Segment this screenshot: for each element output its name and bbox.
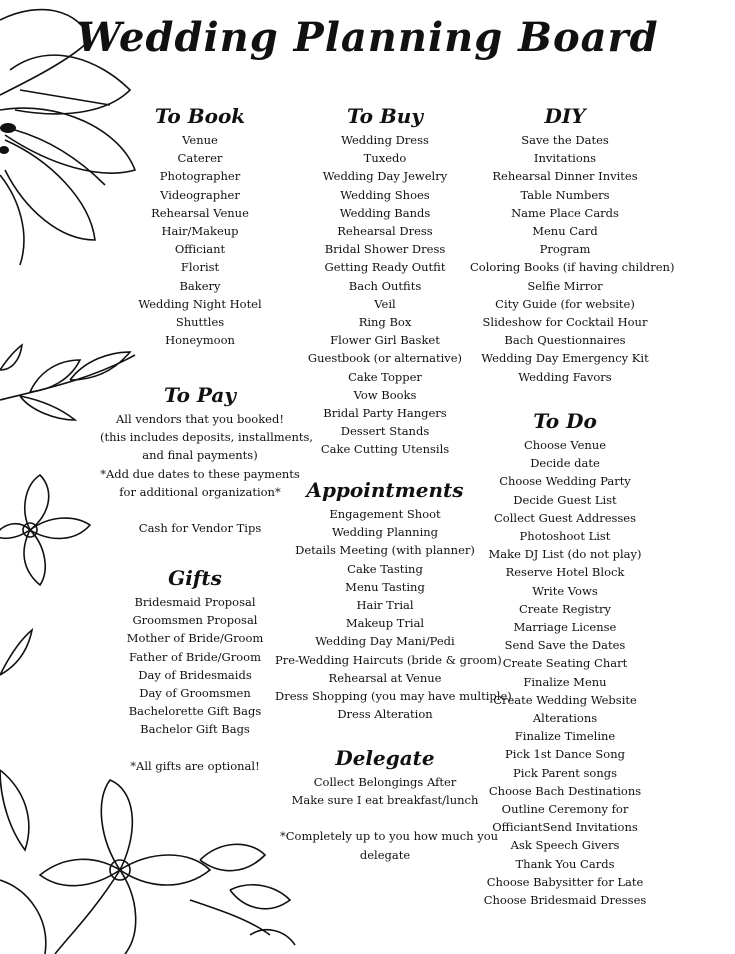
list-item: Rehearsal Dinner Invites: [492, 169, 638, 184]
list-item: Day of Groomsmen: [139, 686, 251, 701]
to-do-heading: To Do: [533, 409, 597, 433]
list-item: Photographer: [159, 169, 241, 184]
list-item: Create Registry: [518, 601, 612, 616]
gifts-section: [115, 565, 275, 775]
appointments-heading: Appointments: [306, 478, 464, 502]
to-do-section: [470, 408, 660, 909]
list-item: Caterer: [177, 151, 223, 166]
list-item: Dress Shopping (you may have multiple): [275, 689, 512, 704]
delegate-section: [280, 745, 499, 864]
list-item: Cake Tasting: [347, 561, 423, 576]
list-item: Rehearsal Venue: [151, 205, 249, 220]
leaf-illustration: [0, 625, 40, 685]
list-item: Getting Ready Outfit: [324, 260, 446, 275]
list-item: Ask Speech Givers: [510, 838, 620, 853]
list-item: Menu Tasting: [345, 579, 425, 594]
list-item: Venue: [182, 133, 218, 147]
list-item: City Guide (for website): [495, 296, 635, 311]
list-item: Wedding Planning: [331, 525, 439, 540]
list-item: Bakery: [179, 278, 221, 293]
list-item: Makeup Trial: [345, 616, 425, 631]
list-item: Tuxedo: [363, 151, 407, 166]
gifts-note: *All gifts are optional!: [130, 758, 260, 773]
to-buy-section: [285, 103, 485, 459]
delegate-heading: Delegate: [335, 746, 435, 770]
list-item: Wedding Dress: [341, 133, 429, 147]
list-item: Florist: [180, 260, 220, 275]
list-item: Pre-Wedding Haircuts (bride & groom): [275, 652, 502, 667]
list-item: Engagement Shoot: [329, 507, 441, 521]
list-item: Pick 1st Dance Song: [505, 747, 625, 762]
list-item: Reserve Hotel Block: [505, 565, 625, 580]
list-item: Collect Guest Addresses: [493, 510, 637, 525]
list-item: Bridal Shower Dress: [324, 242, 446, 257]
list-item: Finalize Menu: [523, 674, 607, 689]
list-item: Create Wedding Website: [493, 692, 637, 707]
to-pay-line: and final payments): [142, 448, 258, 463]
list-item: Decide Guest List: [513, 492, 617, 507]
appointments-section: [275, 477, 512, 723]
list-item: Wedding Day Emergency Kit: [481, 351, 649, 366]
list-item: Alterations: [532, 711, 598, 726]
to-buy-heading: To Buy: [347, 104, 423, 128]
list-item: Ring Box: [358, 315, 412, 330]
list-item: Finalize Timeline: [514, 729, 616, 744]
list-item: Thank You Cards: [515, 856, 615, 871]
list-item: Invitations: [533, 151, 597, 166]
list-item: Father of Bride/Groom: [129, 649, 261, 664]
list-item: Hair/Makeup: [161, 224, 239, 239]
list-item: Honeymoon: [165, 333, 235, 348]
list-item: Bridal Party Hangers: [323, 406, 447, 421]
list-item: Guestbook (or alternative): [307, 351, 463, 366]
list-item: Program: [539, 242, 591, 257]
list-item: Choose Bach Destinations: [488, 783, 642, 798]
list-item: Menu Card: [532, 224, 598, 239]
list-item: Mother of Bride/Groom: [126, 631, 264, 646]
list-item: Wedding Shoes: [340, 187, 430, 202]
list-item: Veil: [374, 296, 396, 311]
list-item: Rehearsal at Venue: [328, 670, 442, 685]
list-item: Coloring Books (if having children): [470, 260, 675, 275]
diy-heading: DIY: [544, 104, 586, 128]
list-item: Slideshow for Cocktail Hour: [482, 315, 648, 330]
list-item: Choose Wedding Party: [499, 474, 631, 489]
list-item: Day of Bridesmaids: [138, 667, 252, 682]
list-item: Bachelor Gift Bags: [140, 722, 250, 737]
delegate-note: delegate: [359, 847, 411, 862]
list-item: Bach Outfits: [348, 278, 422, 293]
list-item: Wedding Day Mani/Pedi: [315, 634, 455, 649]
list-item: Table Numbers: [520, 187, 610, 202]
list-item: Decide date: [530, 456, 600, 471]
list-item: Choose Venue: [523, 438, 607, 452]
list-item: Vow Books: [353, 387, 417, 402]
list-item: Shuttles: [175, 315, 225, 330]
list-item: Wedding Bands: [339, 205, 431, 220]
list-item: Cake Cutting Utensils: [320, 442, 450, 457]
list-item: Hair Trial: [356, 598, 414, 613]
small-flower-illustration: [0, 470, 100, 590]
page-title: Wedding Planning Board: [76, 14, 659, 61]
list-item: Make sure I eat breakfast/lunch: [291, 793, 479, 808]
list-item: Save the Dates: [521, 133, 609, 147]
list-item: Create Seating Chart: [502, 656, 628, 671]
to-pay-section: [100, 382, 314, 537]
list-item: Collect Belongings After: [313, 775, 457, 789]
to-book-heading: To Book: [154, 104, 246, 128]
list-item: Bachelorette Gift Bags: [128, 704, 262, 719]
list-item: Choose Babysitter for Late: [486, 874, 644, 889]
delegate-note: *Completely up to you how much you: [280, 829, 499, 844]
list-item: Send Save the Dates: [504, 638, 626, 653]
list-item: Details Meeting (with planner): [295, 543, 475, 558]
list-item: Dessert Stands: [340, 424, 430, 439]
list-item: Rehearsal Dress: [337, 224, 433, 239]
to-pay-line: All vendors that you booked!: [116, 412, 284, 426]
list-item: Cake Topper: [348, 369, 422, 384]
list-item: Photoshoot List: [519, 529, 611, 544]
list-item: Flower Girl Basket: [330, 333, 440, 348]
list-item: Wedding Night Hotel: [138, 296, 262, 311]
to-book-section: [120, 103, 280, 349]
list-item: Marriage License: [513, 620, 617, 635]
large-flower-illustration-bottom: [0, 760, 300, 954]
to-pay-extra: Cash for Vendor Tips: [138, 521, 262, 536]
to-pay-heading: To Pay: [164, 383, 236, 407]
list-item: Wedding Day Jewelry: [322, 169, 448, 184]
list-item: Bach Questionnaires: [504, 333, 626, 348]
list-item: Choose Bridesmaid Dresses: [483, 893, 647, 908]
list-item: Videographer: [160, 187, 240, 202]
list-item: Groomsmen Proposal: [132, 613, 258, 628]
to-pay-line: (this includes deposits, installments,: [100, 430, 314, 445]
list-item: Selfie Mirror: [527, 278, 603, 293]
gifts-heading: Gifts: [168, 566, 222, 590]
to-pay-line: for additional organization*: [119, 484, 281, 499]
list-item: OfficiantSend Invitations: [492, 820, 638, 835]
list-item: Wedding Favors: [518, 369, 612, 384]
list-item: Officiant: [174, 242, 226, 257]
diy-section: [470, 103, 675, 386]
list-item: Dress Alteration: [337, 707, 433, 722]
list-item: Make DJ List (do not play): [488, 547, 642, 562]
list-item: Name Place Cards: [511, 205, 619, 220]
to-pay-line: *Add due dates to these payments: [100, 466, 300, 481]
list-item: Pick Parent songs: [512, 765, 618, 780]
list-item: Outline Ceremony for: [501, 802, 629, 817]
list-item: Write Vows: [532, 583, 598, 598]
list-item: Bridesmaid Proposal: [134, 595, 256, 609]
